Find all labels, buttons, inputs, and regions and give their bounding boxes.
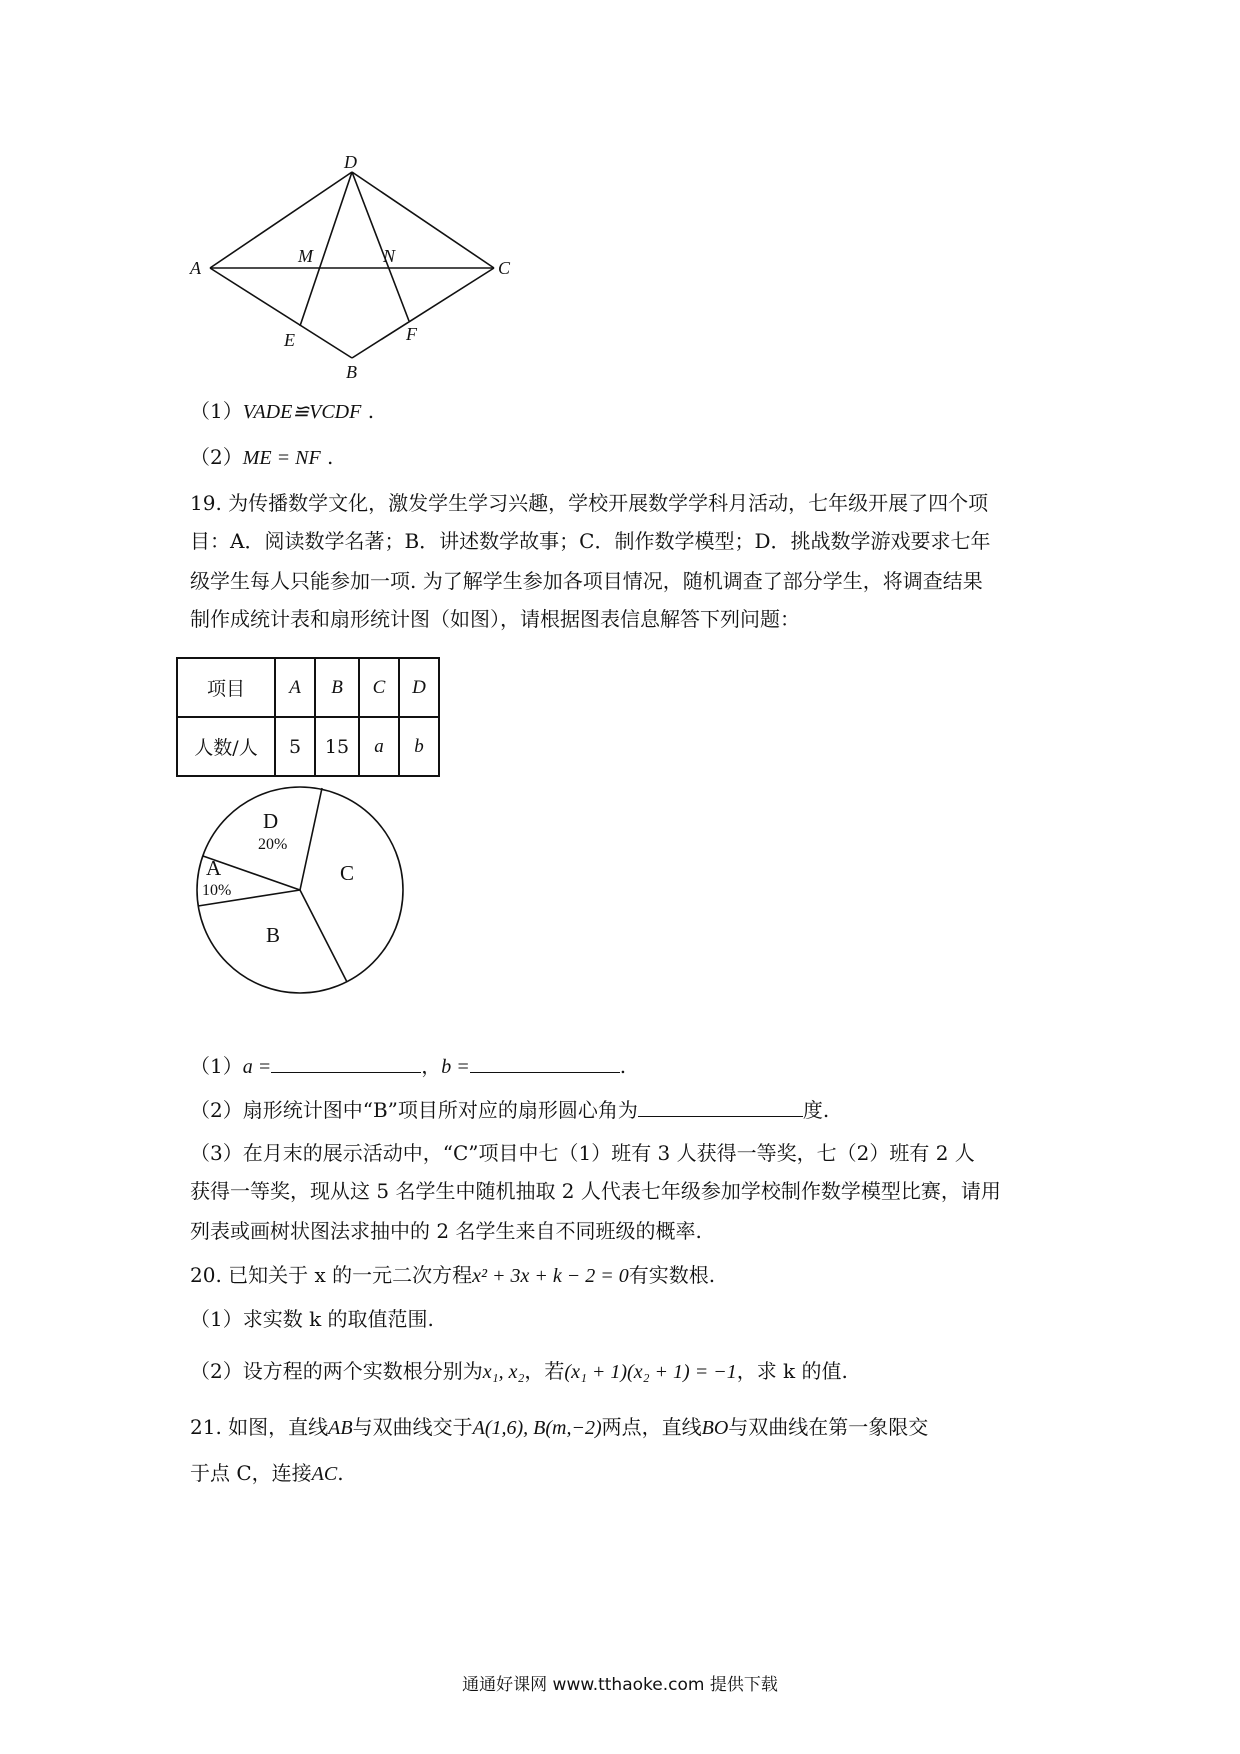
segment-CB bbox=[352, 268, 494, 358]
q19-part3-line1: （3）在月末的展示活动中，“C”项目中七（1）班有 3 人获得一等奖，七（2）班有 2 人 bbox=[190, 1141, 975, 1165]
q21-points: A(1,6), B(m,−2) bbox=[472, 1417, 602, 1439]
table-cell: b bbox=[399, 717, 439, 776]
label-M: M bbox=[298, 246, 313, 266]
table-cell: a bbox=[359, 717, 399, 776]
answer-blank-angle[interactable] bbox=[638, 1094, 803, 1117]
pie-percent-A: 10% bbox=[202, 882, 232, 899]
segment-DF bbox=[352, 172, 409, 321]
q20-line1: 20. 已知关于 x 的一元二次方程x² + 3x + k − 2 = 0有实数根. bbox=[190, 1263, 716, 1287]
pie-label-A: A bbox=[206, 856, 222, 880]
q19-pie-chart bbox=[190, 780, 410, 1000]
pie-percent-D: 20% bbox=[258, 836, 288, 853]
segment-AD bbox=[210, 172, 352, 268]
pie-label-D: D bbox=[263, 809, 279, 833]
pie-divider-1 bbox=[300, 788, 322, 890]
label-F: F bbox=[406, 324, 417, 344]
pie-label-B: B bbox=[266, 923, 281, 947]
q19-line3: 级学生每人只能参加一项. 为了解学生参加各项目情况，随机调查了部分学生，将调查结果 bbox=[190, 569, 983, 593]
q19-part3-line2: 获得一等奖，现从这 5 名学生中随机抽取 2 人代表七年级参加学校制作数学模型比赛，请用 bbox=[190, 1179, 1001, 1203]
q18-part2-expr: ME = NF bbox=[242, 447, 321, 469]
geometry-figure bbox=[180, 150, 520, 390]
table-row bbox=[177, 658, 439, 717]
table-cell: 项目 bbox=[177, 658, 275, 717]
q19-part3-line3: 列表或画树状图法求抽中的 2 名学生来自不同班级的概率. bbox=[190, 1219, 702, 1243]
q19-line4: 制作成统计表和扇形统计图（如图），请根据图表信息解答下列问题： bbox=[190, 607, 800, 631]
q18-part1-expr: VADE≌VCDF bbox=[242, 401, 362, 423]
table-cell: 15 bbox=[315, 717, 359, 776]
table-cell: B bbox=[315, 658, 359, 717]
answer-blank-b[interactable] bbox=[470, 1050, 620, 1073]
q19-part2: （2）扇形统计图中“B”项目所对应的扇形圆心角为 度. bbox=[190, 1094, 1070, 1125]
q19-part1: （1）a = ，b = . bbox=[190, 1050, 1070, 1082]
q20-equation: x² + 3x + k − 2 = 0 bbox=[472, 1265, 629, 1287]
q19-stat-table bbox=[176, 657, 440, 777]
segment-BA bbox=[210, 268, 352, 358]
table-cell: D bbox=[399, 658, 439, 717]
q20-part1: （1）求实数 k 的取值范围. bbox=[190, 1307, 434, 1331]
table-cell: 5 bbox=[275, 717, 315, 776]
q18-part1: （1）VADE≌VCDF . bbox=[190, 399, 375, 423]
q20-condition: (x₁ + 1)(x₂ + 1) = −1 bbox=[564, 1361, 737, 1383]
table-cell: 人数/人 bbox=[177, 717, 275, 776]
table-row bbox=[177, 717, 439, 776]
page-footer: 通通好课网 www.tthaoke.com 提供下载 bbox=[462, 1675, 778, 1695]
segment-DC bbox=[352, 172, 494, 268]
label-E: E bbox=[284, 330, 295, 350]
pie-divider-4 bbox=[300, 890, 347, 982]
label-D: D bbox=[344, 152, 357, 172]
pie-label-C: C bbox=[340, 861, 355, 885]
table-cell: C bbox=[359, 658, 399, 717]
q19-line2: 目：A．阅读数学名著；B．讲述数学故事；C．制作数学模型；D．挑战数学游戏要求七年 bbox=[190, 529, 991, 553]
label-B: B bbox=[346, 362, 357, 382]
q18-part2: （2）ME = NF . bbox=[190, 445, 334, 469]
answer-blank-a[interactable] bbox=[271, 1050, 421, 1073]
label-A: A bbox=[190, 258, 201, 278]
q20-part2: （2）设方程的两个实数根分别为x₁, x₂，若(x₁ + 1)(x₂ + 1) = −1，求 k 的值. bbox=[190, 1359, 848, 1383]
q21-line1: 21. 如图，直线AB与双曲线交于A(1,6), B(m,−2)两点，直线BO与双曲线在第一象限交 bbox=[190, 1415, 929, 1439]
q19-line1: 19. 为传播数学文化，激发学生学习兴趣，学校开展数学学科月活动，七年级开展了四个项 bbox=[190, 491, 989, 515]
label-N: N bbox=[383, 246, 396, 266]
label-C: C bbox=[498, 258, 511, 278]
q21-line2: 于点 C，连接AC. bbox=[190, 1461, 344, 1485]
table-cell: A bbox=[275, 658, 315, 717]
